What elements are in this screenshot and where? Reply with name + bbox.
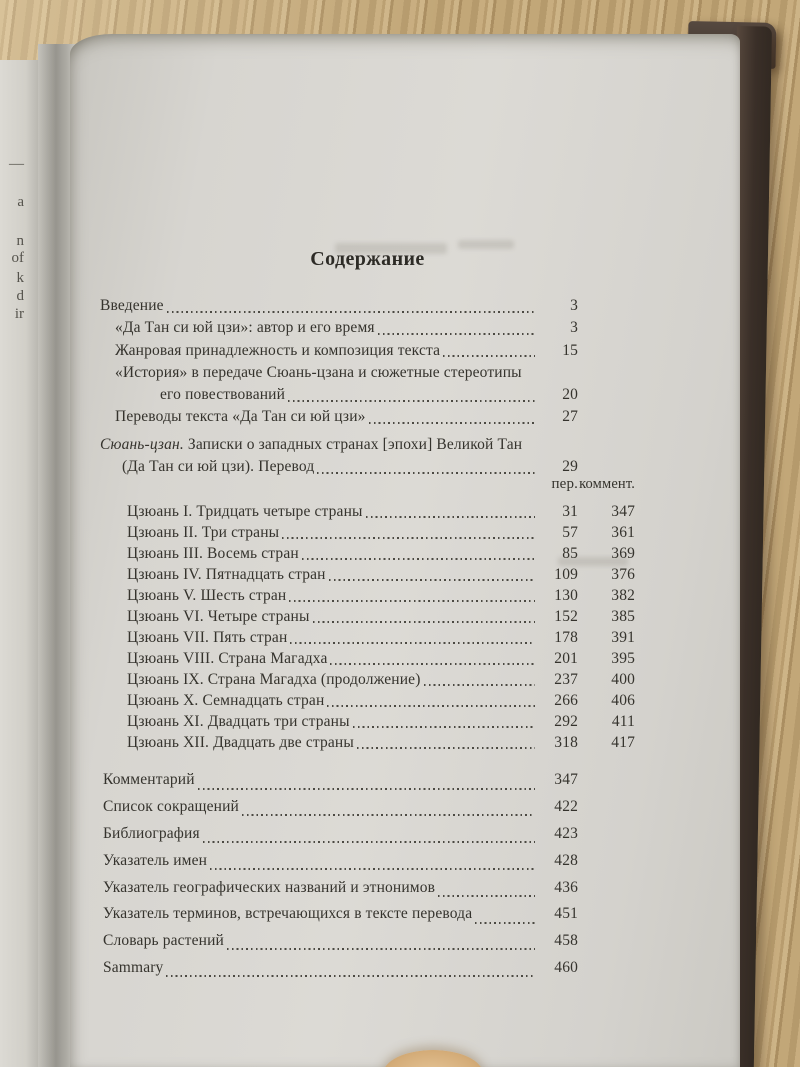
toc-chapter-row <box>127 648 635 669</box>
page-title: Содержание <box>310 248 425 270</box>
toc-back-row <box>103 821 635 848</box>
page-number: 428 <box>554 851 578 869</box>
toc-intro-row-wrap <box>160 384 635 406</box>
page-number: 318 <box>554 734 578 752</box>
page-number-spacer <box>578 928 635 955</box>
commentary-page-number: 385 <box>611 608 635 626</box>
previous-page-edge <box>0 60 40 1067</box>
page-number: 31 <box>562 503 578 521</box>
commentary-page-number: 369 <box>611 545 635 563</box>
dot-leader <box>302 558 535 560</box>
dot-leader <box>313 621 535 623</box>
toc-chapter-row <box>127 606 635 627</box>
chapters-section <box>100 501 635 753</box>
intro-section <box>100 295 635 429</box>
entry-label: Список сокращений <box>103 798 240 816</box>
page-number-spacer <box>578 794 635 821</box>
toc-chapter-row <box>127 585 635 606</box>
page-number: 3 <box>570 297 578 314</box>
toc-back-row <box>103 928 635 955</box>
toc-chapter-row <box>127 711 635 732</box>
dot-leader <box>353 726 535 728</box>
page-number: 436 <box>554 878 578 896</box>
commentary-page-number: 406 <box>611 692 635 710</box>
clipped-text-fragment: ir <box>14 306 24 322</box>
toc-intro-row <box>100 295 635 317</box>
toc-back-row <box>103 794 635 821</box>
entry-label: его повествований <box>160 386 286 404</box>
dot-leader <box>290 642 535 644</box>
clipped-text-fragment: k <box>16 270 24 286</box>
entry-label: Цзюань XI. Двадцать три страны <box>127 713 350 731</box>
page-number-spacer <box>578 955 635 982</box>
page-number-spacer <box>578 317 635 339</box>
page-number-spacer <box>578 875 635 902</box>
column-header-commentary: коммент. <box>579 476 635 493</box>
entry-label: Sammary <box>103 958 164 976</box>
toc-intro-row <box>115 340 635 362</box>
entry-label: Цзюань VI. Четыре страны <box>127 608 310 626</box>
dot-leader <box>282 537 535 539</box>
page-number: 347 <box>554 771 578 789</box>
toc-back-row <box>103 848 635 875</box>
translation-entry <box>100 434 635 479</box>
page-number: 27 <box>562 408 578 426</box>
entry-label: «Да Тан си юй цзи»: автор и его время <box>115 319 375 337</box>
page-number-spacer <box>578 295 635 317</box>
page-number-spacer <box>578 901 635 928</box>
page-number-spacer <box>578 848 635 875</box>
entry-label: Цзюань VII. Пять стран <box>127 629 288 647</box>
page-number-spacer <box>578 456 635 478</box>
column-header-row <box>100 476 635 493</box>
page-number-spacer <box>578 821 635 848</box>
dot-leader <box>475 922 535 924</box>
dot-leader <box>167 311 535 313</box>
dot-leader <box>443 355 535 357</box>
page-number: 57 <box>562 524 578 542</box>
entry-label: Указатель географических названий и этнонимов <box>103 878 436 896</box>
entry-label: Указатель имен <box>103 851 208 869</box>
dot-leader <box>288 400 535 402</box>
page-number: 451 <box>554 905 578 923</box>
dot-leader <box>210 868 535 870</box>
dot-leader <box>166 975 535 977</box>
toc-chapter-row <box>127 543 635 564</box>
toc-chapter-row <box>127 564 635 585</box>
clipped-text-fragment: a <box>17 194 24 210</box>
entry-label: Комментарий <box>103 771 195 789</box>
toc-chapter-row <box>127 627 635 648</box>
entry-label: Цзюань X. Семнадцать стран <box>127 692 325 710</box>
entry-label: Цзюань XII. Двадцать две страны <box>127 734 354 752</box>
commentary-page-number: 391 <box>611 629 635 647</box>
dot-leader <box>198 788 535 790</box>
dot-leader <box>317 472 535 474</box>
entry-label: Цзюань VIII. Страна Магадха <box>127 650 328 668</box>
page-number-spacer <box>578 767 635 794</box>
commentary-page-number: 382 <box>611 587 635 605</box>
clipped-text-fragment: d <box>16 288 24 304</box>
clipped-text-fragment: of <box>11 250 24 266</box>
dot-leader <box>329 579 535 581</box>
entry-label: Библиография <box>103 824 200 842</box>
dot-leader <box>203 841 535 843</box>
page-number-spacer <box>578 384 635 406</box>
translation-entry-line1 <box>100 434 635 456</box>
page-number: 85 <box>562 545 578 563</box>
toc-back-row <box>103 901 635 928</box>
entry-label: (Да Тан си юй цзи). Перевод <box>122 458 315 476</box>
page-number: 266 <box>554 692 578 710</box>
author-name: Сюань-цзан. <box>100 435 184 453</box>
dot-leader <box>330 663 535 665</box>
dot-leader <box>289 600 535 602</box>
dot-leader <box>424 684 535 686</box>
toc-intro-row <box>115 406 635 428</box>
entry-label: Жанровая принадлежность и композиция текста <box>115 341 441 359</box>
entry-label: Цзюань IX. Страна Магадха (продолжение) <box>127 671 421 689</box>
page-number: 152 <box>554 608 578 626</box>
commentary-page-number: 347 <box>611 503 635 521</box>
toc-chapter-row <box>127 732 635 753</box>
toc-chapter-row <box>127 690 635 711</box>
entry-label: Введение <box>100 297 164 314</box>
translation-entry-line2 <box>100 456 635 478</box>
dot-leader <box>369 422 535 424</box>
page-number: 29 <box>562 458 578 476</box>
toc-chapter-row <box>127 522 635 543</box>
page-number: 292 <box>554 713 578 731</box>
page-number-spacer <box>578 340 635 362</box>
entry-label: Цзюань II. Три страны <box>127 524 280 542</box>
dot-leader <box>327 705 535 707</box>
dot-leader <box>227 948 535 950</box>
toc-chapter-row <box>127 669 635 690</box>
contents-page <box>70 34 740 1067</box>
entry-label: Цзюань III. Восемь стран <box>127 545 299 563</box>
page-number-spacer <box>578 406 635 428</box>
entry-text: Записки о западных странах [эпохи] Великой Тан <box>183 435 523 453</box>
entry-label <box>100 434 522 456</box>
dot-leader <box>357 747 535 749</box>
entry-label: Цзюань V. Шесть стран <box>127 587 287 605</box>
column-header-translation: пер. <box>551 476 578 493</box>
entry-label: Переводы текста «Да Тан си юй цзи» <box>115 408 366 426</box>
commentary-page-number: 400 <box>611 671 635 689</box>
entry-label: «История» в передаче Сюань-цзана и сюжетные стереотипы <box>115 363 522 381</box>
toc-chapter-row <box>127 501 635 522</box>
commentary-page-number: 361 <box>611 524 635 542</box>
toc-back-row <box>103 767 635 794</box>
entry-label: Цзюань IV. Пятнадцать стран <box>127 566 326 584</box>
entry-label: Словарь растений <box>103 932 224 950</box>
page-number: 237 <box>554 671 578 689</box>
commentary-page-number: 417 <box>611 734 635 752</box>
commentary-page-number: 376 <box>611 566 635 584</box>
dot-leader <box>438 895 535 897</box>
page-number: 20 <box>562 386 578 404</box>
toc-intro-row <box>115 317 635 339</box>
entry-label: Указатель терминов, встречающихся в тексте перевода <box>103 905 473 923</box>
entry-label: Цзюань I. Тридцать четыре страны <box>127 503 363 521</box>
dot-leader <box>366 516 535 518</box>
page-number: 3 <box>570 319 578 337</box>
page-number: 130 <box>554 587 578 605</box>
toc-intro-row <box>115 362 635 384</box>
page-number: 201 <box>554 650 578 668</box>
page-number: 422 <box>554 798 578 816</box>
toc-back-row <box>103 955 635 982</box>
page-number: 458 <box>554 932 578 950</box>
page-number: 109 <box>554 566 578 584</box>
table-of-contents <box>100 34 635 982</box>
dot-leader <box>242 814 535 816</box>
page-number: 460 <box>554 958 578 976</box>
back-matter-section <box>100 767 635 981</box>
dot-leader <box>378 333 535 335</box>
page-number: 178 <box>554 629 578 647</box>
page-number: 423 <box>554 824 578 842</box>
page-number: 15 <box>562 341 578 359</box>
clipped-text-fragment: n <box>16 233 24 249</box>
clipped-text-fragment: — <box>9 156 24 172</box>
commentary-page-number: 411 <box>611 713 635 731</box>
toc-back-row <box>103 875 635 902</box>
commentary-page-number: 395 <box>611 650 635 668</box>
